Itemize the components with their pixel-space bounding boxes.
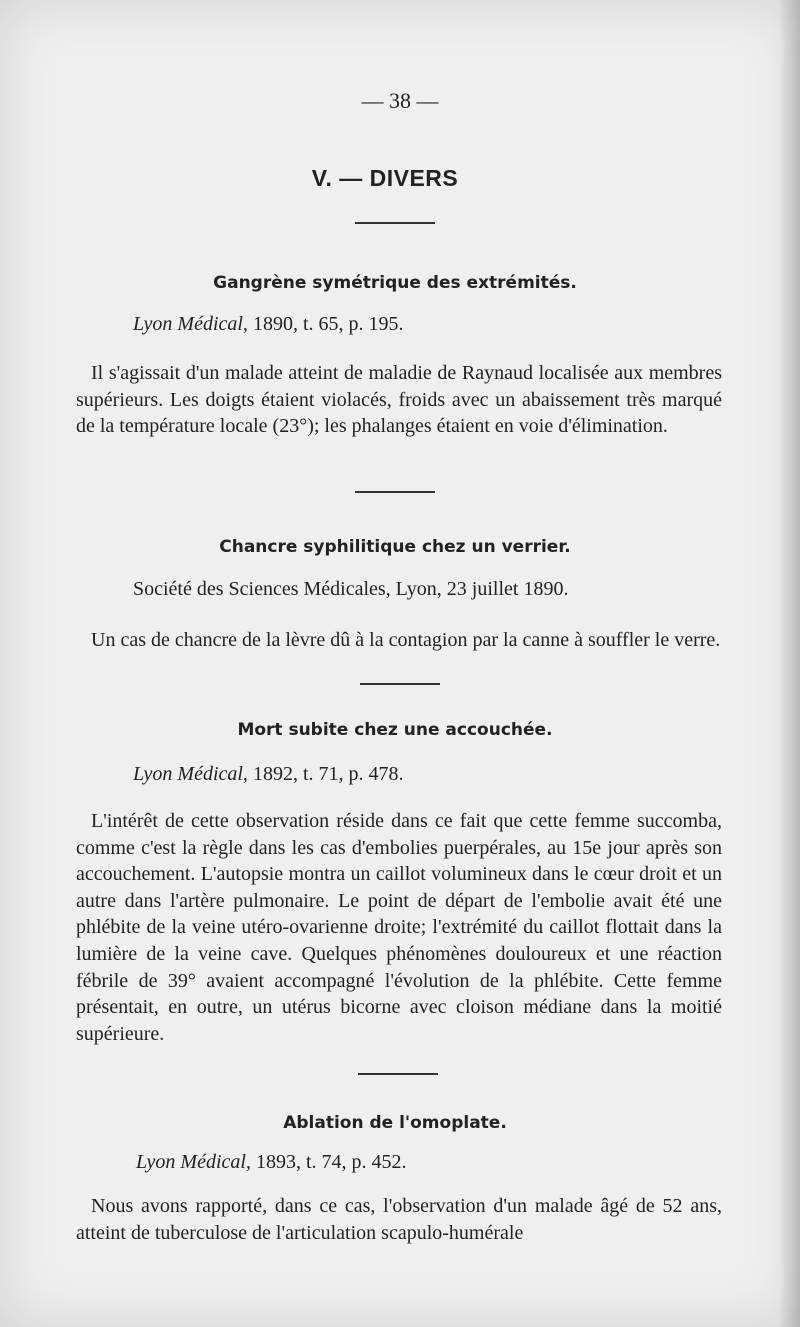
entry-source-gangrene	[133, 313, 404, 336]
journal-details: 1890, t. 65, p. 195.	[247, 313, 404, 335]
journal-name: Lyon Médical,	[133, 763, 248, 785]
entry-body-gangrene: Il s'agissait d'un malade atteint de maladie de Raynaud localisée aux membres supérieurs. Les doigts étaient violacés, froids avec un abaissement très marqué de la température locale (23°); les phalanges étaient en voie d'élimination.	[76, 362, 722, 438]
journal-name: Lyon Médical,	[136, 1151, 251, 1173]
divider-rule	[360, 683, 440, 685]
entry-heading-mort-subite: Mort subite chez une accouchée.	[237, 720, 553, 740]
entry-body-mort-subite: L'intérêt de cette observation réside dans ce fait que cette femme succomba, comme c'est la règle dans les cas d'embolies puerpérales, au 15e jour après son accouchement. L'autopsie montra un caillot volumineux dans le cœur droit et un autre dans l'artère pulmonaire. Le point de départ de l'embolie avait été une phlébite de la veine utéro-ovarienne droite; l'extrémité du caillot flottait dans la lumière de la veine cave. Quelques phénomènes douloureux et une réaction fébrile de 39° avaient accompagné l'évolution de la phlébite. Cette femme présentait, en outre, un utérus bicorne avec cloison médiane dans la moitié supérieure.	[76, 810, 722, 1045]
entry-body-omoplate: Nous avons rapporté, dans ce cas, l'observation d'un malade âgé de 52 ans, atteint de tuberculose de l'articulation scapulo-humérale	[76, 1195, 722, 1244]
journal-details: 1893, t. 74, p. 452.	[250, 1151, 407, 1173]
section-title: V. — DIVERS	[311, 165, 459, 191]
journal-details: 1892, t. 71, p. 478.	[247, 763, 404, 785]
entry-heading-chancre: Chancre syphilitique chez un verrier.	[219, 537, 571, 557]
entry-heading-gangrene: Gangrène symétrique des extrémités.	[213, 273, 577, 293]
entry-source-chancre: Société des Sciences Médicales, Lyon, 23 juillet 1890.	[133, 578, 569, 600]
journal-name: Lyon Médical,	[133, 313, 248, 335]
entry-source-mort-subite	[133, 763, 404, 786]
entry-body-chancre: Un cas de chancre de la lèvre dû à la contagion par la canne à souffler le verre.	[91, 629, 721, 651]
entry-source-omoplate	[136, 1151, 407, 1174]
page-number: — 38 —	[361, 88, 439, 113]
divider-rule	[355, 491, 435, 493]
divider-rule	[355, 222, 435, 224]
entry-heading-omoplate: Ablation de l'omoplate.	[283, 1113, 507, 1133]
divider-rule	[358, 1073, 438, 1075]
